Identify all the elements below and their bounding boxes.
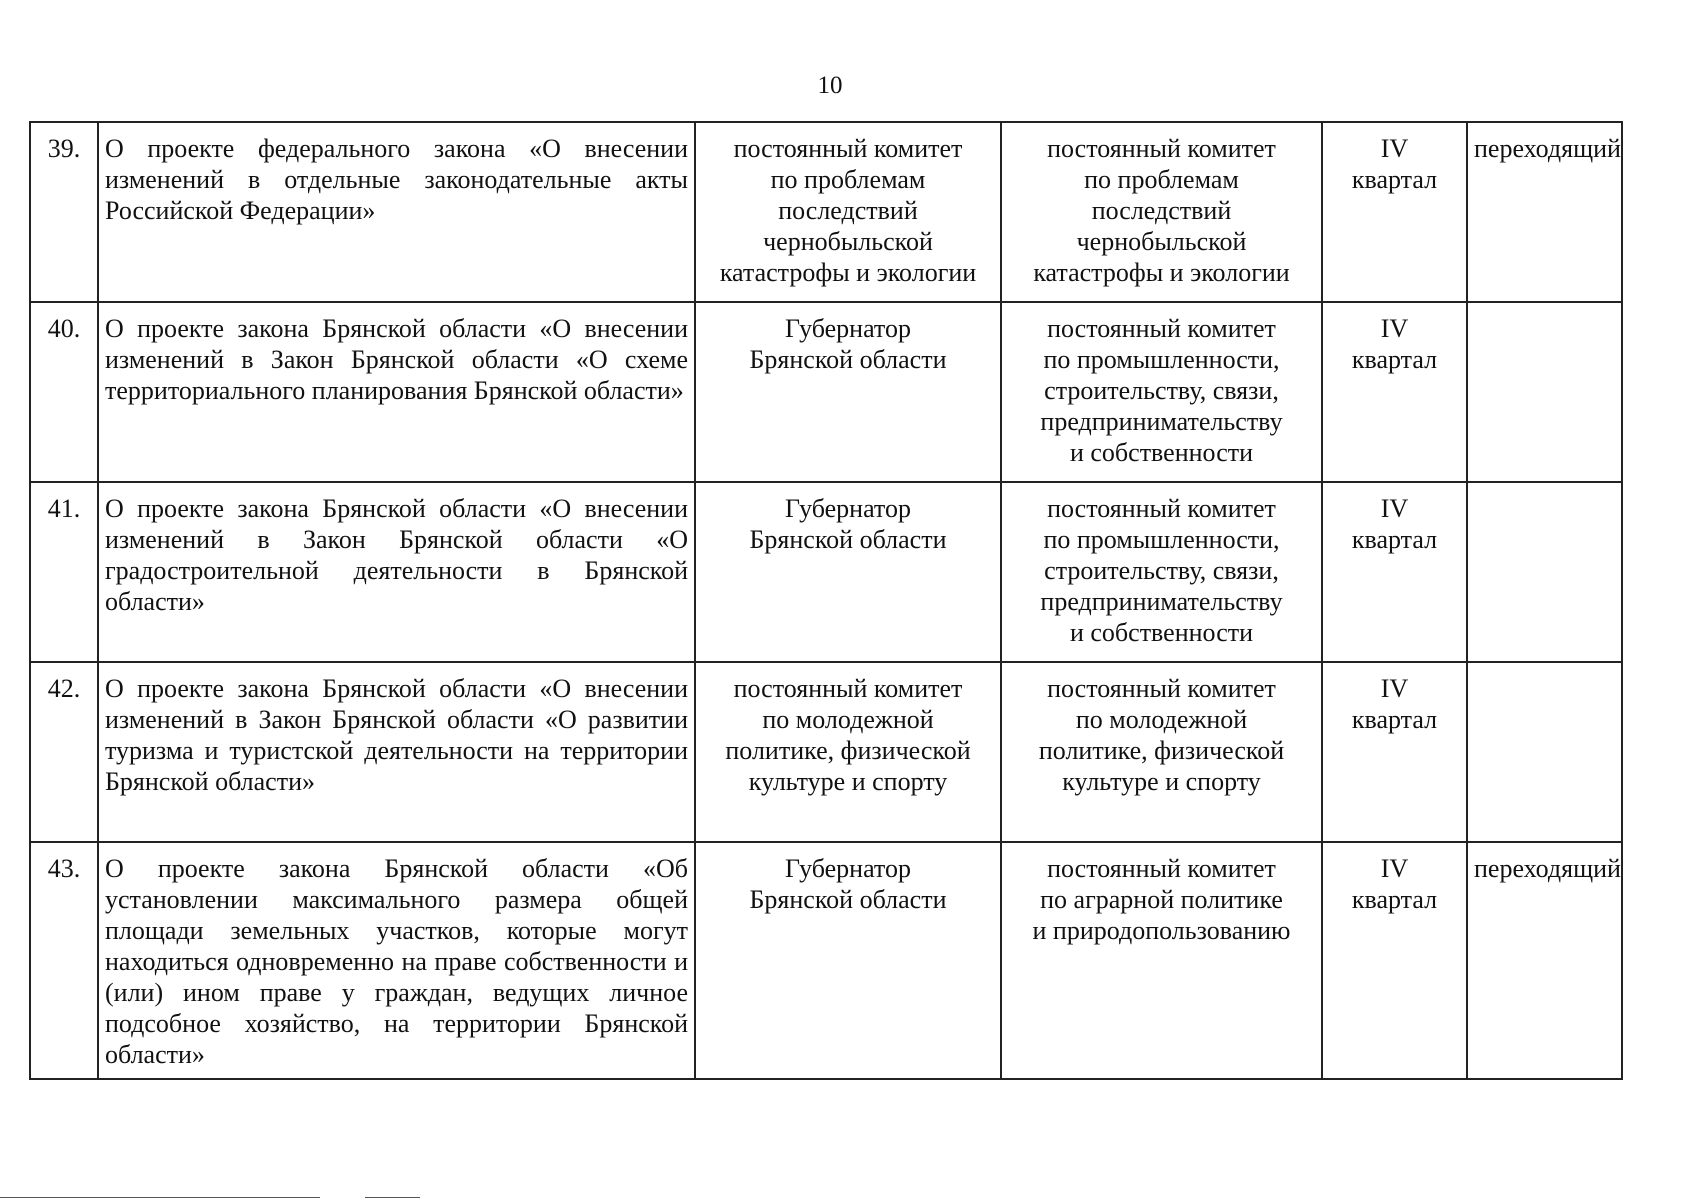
period-line: IV	[1380, 674, 1409, 703]
committee-line: культуре и спорту	[1062, 767, 1261, 796]
committee-cell	[1001, 662, 1322, 842]
committee-line: политике, физической	[1038, 736, 1285, 765]
initiator-line: по проблемам	[770, 165, 926, 194]
committee-line: и собственности	[1069, 438, 1254, 467]
bill-title: О проекте закона Брянской области «О внесении изменений в Закон Брянской области «О схеме территориального планирования Брянской области»	[98, 302, 695, 482]
committee-line: постоянный комитет	[1047, 134, 1276, 163]
footer-rule-short	[365, 1197, 420, 1198]
status-note	[1467, 302, 1622, 482]
table-row	[30, 842, 1622, 1079]
committee-line: по молодежной	[1075, 705, 1248, 734]
bill-title: О проекте закона Брянской области «О внесении изменений в Закон Брянской области «О градостроительной деятельности в Брянской области»	[98, 482, 695, 662]
table-row	[30, 662, 1622, 842]
committee-line: по аграрной политике	[1040, 885, 1283, 914]
committee-cell	[1001, 482, 1322, 662]
period-line: IV	[1380, 494, 1409, 523]
committee-line: постоянный комитет	[1047, 674, 1276, 703]
initiator-line: Брянской области	[749, 885, 947, 914]
period-line: IV	[1380, 854, 1409, 883]
bill-title: О проекте закона Брянской области «О внесении изменений в Закон Брянской области «О развитии туризма и туристской деятельности на территории Брянской области»	[98, 662, 695, 842]
bill-title: О проекте закона Брянской области «Об установлении максимального размера общей площади земельных участков, которые могут находиться одновременно на праве собственности и (или) ином праве у граждан, ведущих личное подсобное хозяйство, на территории Брянской области»	[98, 842, 695, 1079]
initiator-line: культуре и спорту	[748, 767, 948, 796]
table-row	[30, 122, 1622, 302]
page-number: 10	[817, 72, 843, 99]
initiator-line: Брянской области	[749, 345, 947, 374]
status-note: переходящий	[1467, 842, 1622, 1079]
table-row	[30, 302, 1622, 482]
initiator-line: Губернатор	[785, 494, 911, 523]
committee-line: по промышленности,	[1043, 345, 1280, 374]
initiator-line: последствий	[778, 196, 918, 225]
initiator-cell	[695, 482, 1001, 662]
initiator-line: катастрофы и экологии	[719, 258, 977, 287]
initiator-cell	[695, 122, 1001, 302]
table-body	[30, 122, 1622, 1079]
period-cell	[1322, 482, 1467, 662]
period-line: квартал	[1351, 345, 1438, 374]
period-line: IV	[1380, 314, 1409, 343]
committee-line: постоянный комитет	[1047, 854, 1276, 883]
committee-line: по промышленности,	[1043, 525, 1280, 554]
period-cell	[1322, 302, 1467, 482]
status-note	[1467, 662, 1622, 842]
initiator-line: постоянный комитет	[733, 134, 963, 163]
committee-cell	[1001, 122, 1322, 302]
initiator-cell	[695, 842, 1001, 1079]
committee-line: по проблемам	[1084, 165, 1239, 194]
committee-line: предпринимательству	[1040, 587, 1283, 616]
initiator-line: чернобыльской	[763, 227, 933, 256]
period-cell	[1322, 842, 1467, 1079]
committee-line: и собственности	[1069, 618, 1254, 647]
committee-line: чернобыльской	[1076, 227, 1247, 256]
row-number: 39.	[30, 122, 98, 302]
period-line: квартал	[1351, 525, 1438, 554]
committee-cell	[1001, 302, 1322, 482]
committee-line: предпринимательству	[1040, 407, 1283, 436]
status-note	[1467, 482, 1622, 662]
period-line: квартал	[1351, 165, 1438, 194]
row-number: 42.	[30, 662, 98, 842]
row-number: 40.	[30, 302, 98, 482]
period-line: квартал	[1351, 705, 1438, 734]
period-line: IV	[1380, 134, 1409, 163]
row-number: 43.	[30, 842, 98, 1079]
committee-line: последствий	[1091, 196, 1232, 225]
status-note: переходящий	[1467, 122, 1622, 302]
committee-line: строительству, связи,	[1044, 556, 1279, 585]
initiator-cell	[695, 662, 1001, 842]
committee-line: строительству, связи,	[1044, 376, 1279, 405]
initiator-line: по молодежной	[762, 705, 934, 734]
initiator-line: Брянской области	[749, 525, 947, 554]
initiator-line: Губернатор	[785, 314, 911, 343]
initiator-line: Губернатор	[785, 854, 911, 883]
footer-rule	[0, 1197, 320, 1198]
period-cell	[1322, 662, 1467, 842]
committee-line: и природопользованию	[1032, 916, 1291, 945]
legislative-plan-table	[29, 121, 1623, 1080]
initiator-cell	[695, 302, 1001, 482]
initiator-line: политике, физической	[725, 736, 971, 765]
committee-line: катастрофы и экологии	[1033, 258, 1290, 287]
row-number: 41.	[30, 482, 98, 662]
period-cell	[1322, 122, 1467, 302]
committee-line: постоянный комитет	[1047, 494, 1276, 523]
period-line: квартал	[1351, 885, 1438, 914]
bill-title: О проекте федерального закона «О внесении изменений в отдельные законодательные акты Российской Федерации»	[98, 122, 695, 302]
committee-cell	[1001, 842, 1322, 1079]
table-row	[30, 482, 1622, 662]
initiator-line: постоянный комитет	[733, 674, 963, 703]
committee-line: постоянный комитет	[1047, 314, 1276, 343]
